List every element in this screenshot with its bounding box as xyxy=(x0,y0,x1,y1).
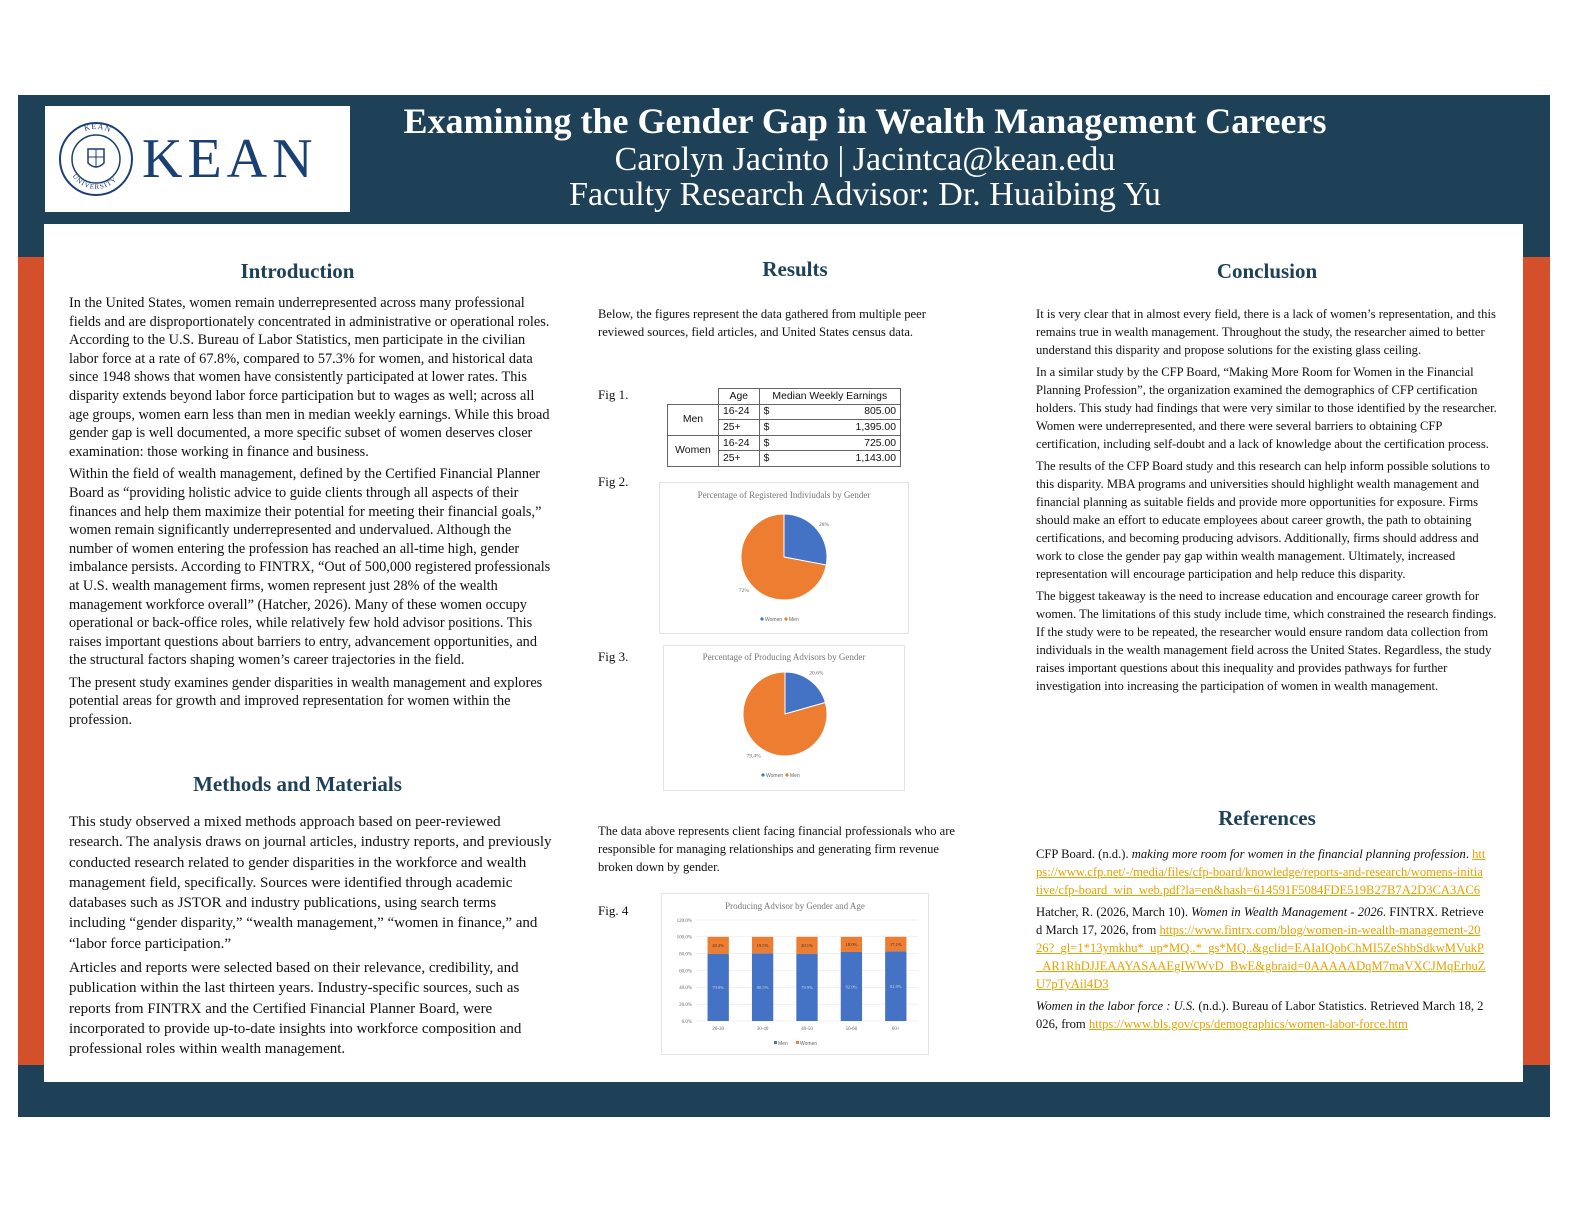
poster-title: Examining the Gender Gap in Wealth Management Careers xyxy=(403,101,1327,141)
table-cell: 25+ xyxy=(718,451,759,467)
legend-label: Women xyxy=(800,1041,818,1047)
results-heading: Results xyxy=(762,257,828,281)
x-tick-label: 50-60 xyxy=(845,1027,858,1032)
introduction-paragraph: In the United States, women remain underrepresented across many professional fields and are disproportionately concentrated in administrative or operational roles. According to the U.S. Bureau of Labor Statistics, men participate in the civilian labor force at a rate of 67.8%, compared to 57.3% for women, and historical data since 1948 shows that women have consistently participated at lower rates. This disparity extends beyond labor force participation but to wages as well; across all age groups, women earn less than men in median weekly earnings. While this broad gender gap is well documented, a more specific subset of women deserves closer examination: those working in finance and business. xyxy=(69,295,550,460)
bar-data-label: 79.9% xyxy=(801,985,813,991)
fig3-title: Percentage of Producing Advisors by Gender xyxy=(702,652,866,662)
conclusion-paragraph: In a similar study by the CFP Board, “Making More Room for Women in the Financial Planning Profession”, the organization examined the demographics of CFP certification holders. This study had findings that were very similar to those identified by the researcher. Women were underrepresented, and there were several barriers to obtaining CFP certification, including self-doubt and a lack of knowledge about the certification process. xyxy=(1036,365,1497,451)
legend-label: Men xyxy=(790,773,800,779)
reference-item: Hatcher, R. (2026, March 10). Women in Wealth Management - 2026. FINTRX. Retrieved March 17, 2026, from https://www.fintrx.com/blog/women-in-wealth-management-2026?_gl=1*13ymkhu*_up*MQ..*_gs*MQ..&gclid=EAIaIQobChMI5ZeShbSdkwMVukP_AR1RhDJJEAAYASAAEgIWWvD_BwE&gbraid=0AAAAADqM7maVXCJMqErhuZU7pTyAil4D3 xyxy=(1036,905,1486,991)
reference-link[interactable]: https://www.fintrx.com/blog/women-in-wealth-management-2026?_gl=1*13ymkhu*_up*MQ..*_gs*MQ..&gclid=EAIaIQobChMI5ZeShbSdkwMVukP_AR1RhDJJEAAYASAAEgIWWvD_BwE&gbraid=0AAAAADqM7maVXCJMqErhuZU7pTyAil4D3 xyxy=(1036,923,1486,991)
reference-link[interactable]: https://www.bls.gov/cps/demographics/women-labor-force.htm xyxy=(1088,1017,1408,1031)
x-tick-label: 20-30 xyxy=(712,1027,725,1032)
y-tick-label: 60.0% xyxy=(679,969,692,975)
legend-label: Men xyxy=(789,617,799,623)
y-tick-label: 80.0% xyxy=(679,952,692,958)
reference-item: CFP Board. (n.d.). making more room for women in the financial planning profession. https://www.cfp.net/-/media/files/cfp-board/knowledge/reports-and-research/womens-initiative/cfp-board_win_web.pdf?la=en&hash=614591F5084FDE519B27B7A2D3CA3AC6 xyxy=(1036,847,1486,897)
results-intro: Below, the figures represent the data gathered from multiple peer reviewed sources, field articles, and United States census data. xyxy=(598,307,926,339)
fig2-chart xyxy=(659,482,909,634)
poster-header xyxy=(380,100,1350,212)
bar-data-label: 82.0% xyxy=(845,984,858,990)
table-cell: $ xyxy=(759,420,791,436)
table-cell: 805.00 xyxy=(791,404,900,420)
introduction-body xyxy=(69,294,554,734)
references-list xyxy=(1036,845,1486,1037)
results-after-text: The data above represents client facing financial professionals who are responsible for managing relationships and generating firm revenue broken down by gender. xyxy=(598,824,956,874)
fig4-title: Producing Advisor by Gender and Age xyxy=(725,901,865,911)
table-group-women: Women xyxy=(668,435,719,466)
table-group-men: Men xyxy=(668,404,719,435)
fig2-pie xyxy=(660,483,908,633)
conclusion-paragraph: The results of the CFP Board study and this research can help inform possible solutions to this disparity. MBA programs and universities should highlight wealth management and financial planning as suitable fields and provide more opportunities for exposure. Firms should make an effort to educate employees about career growth, the path to obtaining certifications, and becoming producing advisors. Additionally, firms should address and work to close the gender pay gap within wealth management. Ultimately, increased representation will encourage participation and help reduce this disparity. xyxy=(1036,459,1490,581)
legend-label: Men xyxy=(778,1041,788,1047)
fig2-title: Percentage of Registered Indiviudals by Gender xyxy=(697,490,871,500)
pie-data-label: 79.4% xyxy=(746,753,761,760)
table-header-age: Age xyxy=(718,389,759,405)
bar-data-label: 82.9% xyxy=(889,983,902,989)
table-cell: 25+ xyxy=(718,420,759,436)
legend-label: Women xyxy=(766,773,784,779)
x-tick-label: 60+ xyxy=(891,1027,900,1032)
introduction-paragraph: The present study examines gender disparities in wealth management and explores potential areas for growth and improved representation for women within the profession. xyxy=(69,674,543,729)
bar-data-label: 19.5% xyxy=(756,942,769,948)
table-cell: 1,395.00 xyxy=(791,420,900,436)
x-tick-label: 30-40 xyxy=(756,1027,769,1032)
bar-data-label: 20.2% xyxy=(712,943,725,949)
y-tick-label: 20.0% xyxy=(679,1002,692,1008)
author-line: Carolyn Jacinto | Jacintca@kean.edu xyxy=(614,141,1116,178)
svg-text:UNIVERSITY: UNIVERSITY xyxy=(70,172,119,192)
conclusion-heading: Conclusion xyxy=(1216,259,1318,283)
bar-data-label: 20.1% xyxy=(801,943,813,949)
bar-data-label: 17.1% xyxy=(889,941,902,947)
legend-marker xyxy=(760,617,763,620)
legend-marker xyxy=(784,617,787,620)
kean-logo xyxy=(45,106,350,212)
methods-heading: Methods and Materials xyxy=(193,772,402,796)
university-seal-icon xyxy=(58,121,134,197)
left-accent-stripe xyxy=(18,257,44,1065)
fig2-label: Fig 2. xyxy=(598,474,629,489)
table-cell: 1,143.00 xyxy=(791,451,900,467)
fig4-chart xyxy=(661,893,929,1055)
legend-marker xyxy=(761,773,764,776)
methods-paragraph: This study observed a mixed methods approach based on peer-reviewed research. The analysis draws on journal articles, industry reports, and previously conducted research related to gender disparities in the workforce and wealth management field, specifically. Sources were identified through academic databases such as JSTOR and industry publications, using search terms including “gender disparity,” “wealth management,” “women in finance,” and “labor force participation.” xyxy=(69,814,552,952)
legend-marker xyxy=(774,1041,777,1044)
table-cell: $ xyxy=(759,435,791,451)
conclusion-body xyxy=(1036,305,1498,699)
y-tick-label: 40.0% xyxy=(679,986,692,992)
reference-link[interactable]: https://www.cfp.net/-/media/files/cfp-board/knowledge/reports-and-research/womens-initiative/cfp-board_win_web.pdf?la=en&hash=614591F5084FDE519B27B7A2D3CA3AC6 xyxy=(1036,847,1486,897)
conclusion-paragraph: The biggest takeaway is the need to increase education and encourage career growth for women. The limitations of this study include time, which constrained the research findings. If the study were to be repeated, the researcher would ensure random data collection from individuals in the wealth management field across the United States. Regardless, the study raises important questions about this inequality and provides pathways for further investigation into increasing the participation of women in wealth management. xyxy=(1036,589,1497,693)
right-accent-stripe xyxy=(1523,257,1550,1065)
x-tick-label: 40-50 xyxy=(801,1027,813,1032)
methods-body xyxy=(69,812,554,1064)
conclusion-paragraph: It is very clear that in almost every field, there is a lack of women’s representation, and this remains true in wealth management. Throughout the study, the researcher aimed to better understand this disparity and propose solutions for the existing glass ceiling. xyxy=(1036,307,1496,357)
introduction-heading: Introduction xyxy=(240,259,355,283)
references-heading: References xyxy=(1218,806,1316,830)
table-cell: $ xyxy=(759,404,791,420)
table-cell: $ xyxy=(759,451,791,467)
y-tick-label: 120.0% xyxy=(676,918,692,924)
pie-data-label: 28% xyxy=(819,521,830,528)
legend-label: Women xyxy=(765,617,783,623)
fig3-pie xyxy=(664,646,904,790)
logo-wordmark: KEAN xyxy=(142,128,318,190)
bar-data-label: 18.0% xyxy=(845,942,858,948)
legend-marker xyxy=(796,1041,799,1044)
pie-data-label: 20.6% xyxy=(809,670,824,677)
reference-item: Women in the labor force : U.S. (n.d.). Bureau of Labor Statistics. Retrieved March 18, 2026, from https://www.bls.gov/cps/demographics/women-labor-force.htm xyxy=(1036,999,1484,1031)
bar-data-label: 80.5% xyxy=(756,984,769,990)
methods-paragraph: Articles and reports were selected based on their relevance, credibility, and publication within the last thirteen years. Industry-specific sources, such as reports from FINTRX and the Certified Financial Planner Board, were incorporated to provide up-to-date insights into workforce composition and professional roles within wealth management. xyxy=(69,960,522,1058)
table-cell: 16-24 xyxy=(718,404,759,420)
earnings-table xyxy=(667,388,901,467)
table-cell: 16-24 xyxy=(718,435,759,451)
legend-marker xyxy=(785,773,788,776)
bar-data-label: 79.8% xyxy=(712,985,725,991)
y-tick-label: 0.0% xyxy=(681,1019,692,1025)
introduction-paragraph: Within the field of wealth management, defined by the Certified Financial Planner Board as “providing holistic advice to guide clients through all aspects of their finances and help them maximize their potential for meeting their financial goals,” women remain significantly underrepresented and undervalued. Although the number of women entering the profession has reached an all-time high, gender imbalance persists. According to FINTRX, “Out of 500,000 registered professionals at U.S. wealth management firms, women represent just 28% of the wealth management workforce overall” (Hatcher, 2026). Many of these women occupy operational or back-office roles, while relatively few hold advisor positions. This raises important questions about barriers to entry, advancement opportunities, and the structural factors shaping women’s career trajectories in the field. xyxy=(69,466,551,669)
advisor-line: Faculty Research Advisor: Dr. Huaibing Yu xyxy=(569,176,1161,213)
fig4-bar-chart xyxy=(662,894,928,1054)
svg-text:KEAN: KEAN xyxy=(83,121,114,135)
fig3-label: Fig 3. xyxy=(598,649,629,664)
pie-data-label: 72% xyxy=(738,588,749,595)
y-tick-label: 100.0% xyxy=(676,935,692,941)
table-cell: 725.00 xyxy=(791,435,900,451)
fig3-chart xyxy=(663,645,905,791)
table-header-earnings: Median Weekly Earnings xyxy=(759,389,900,405)
fig1-label: Fig 1. xyxy=(598,387,629,402)
fig4-label: Fig. 4 xyxy=(598,903,629,918)
